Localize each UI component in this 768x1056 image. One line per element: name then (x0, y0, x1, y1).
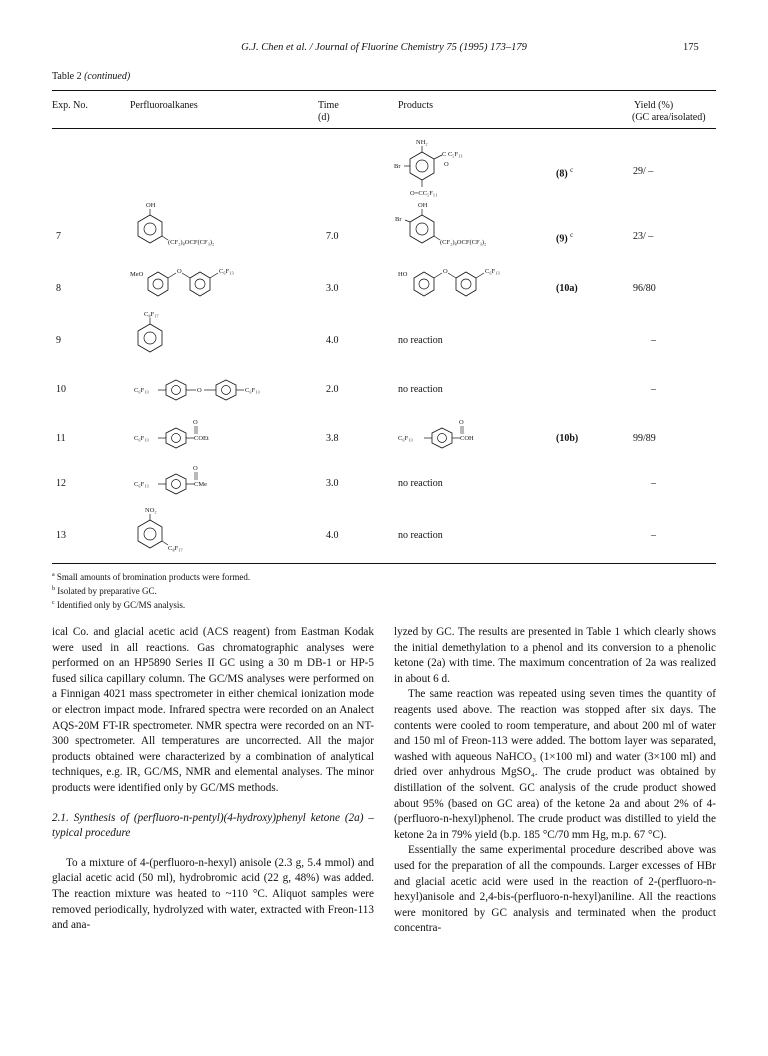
reactant-10-left-label: C₆F₁₃ (134, 387, 149, 394)
row-1-exp-no: 7 (56, 231, 61, 242)
product-8-br-label: Br (394, 163, 401, 170)
row-7-product: no reaction (398, 530, 443, 541)
left-paragraph-2: To a mixture of 4-(perfluoro-n-hexyl) anisole (2.3 g, 5.4 mmol) and glacial acetic acid (50 ml), hydrobromic acid (22 g, 48%) was added. The reaction mixture was heated to ~110 °C. Aliquot samples were removed periodically, hydrolyzed with water, extracted with Freon-113 and ana- (52, 856, 374, 932)
product-10b-coh-label: COH (460, 435, 474, 442)
col-header-time: Time (318, 100, 339, 111)
table-caption-label: Table 2 (52, 71, 82, 82)
product-8-o-label: O (444, 161, 449, 168)
product-10b-o-label: O (459, 419, 464, 426)
row-1-time: 7.0 (326, 231, 339, 242)
product-8-bottom-label: O=CC₅F₁₁ (410, 190, 438, 197)
product-8-nh2-label: NH₂ (416, 139, 428, 146)
row-7-time: 4.0 (326, 530, 339, 541)
product-10b-structure (394, 416, 504, 454)
reactant-8-c6f13-label: C₆F₁₃ (219, 268, 234, 275)
row-5-exp-no: 11 (56, 433, 66, 444)
footnote-b-text: Isolated by preparative GC. (57, 586, 157, 596)
row-5-yield: 99/89 (633, 433, 656, 444)
reactant-7-oh-label: OH (146, 202, 156, 209)
row-6-exp-no: 12 (56, 478, 66, 489)
col-header-time-unit: (d) (318, 112, 330, 123)
left-column (52, 625, 374, 934)
table-caption-continued: (continued) (84, 71, 131, 82)
row-3-time: 4.0 (326, 335, 339, 346)
row-5-label: (10b) (556, 433, 579, 444)
footnote-c-text: Identified only by GC/MS analysis. (56, 600, 186, 610)
row-6-product: no reaction (398, 478, 443, 489)
reactant-8-structure (128, 262, 268, 302)
row-5-compound-label (556, 433, 578, 444)
row-0-compound-label (556, 166, 573, 179)
reactant-13-structure (128, 508, 208, 558)
row-2-yield: 96/80 (633, 283, 656, 294)
reactant-10-right-label: C₆F₁₃ (245, 387, 260, 394)
row-0-yield: 29/ – (633, 166, 654, 177)
right-column (394, 625, 716, 937)
reactant-8-o-label: O (177, 268, 182, 275)
row-4-time: 2.0 (326, 384, 339, 395)
footnote-b-mark: b (52, 586, 55, 592)
product-9-oh-label: OH (418, 202, 428, 209)
row-2-time: 3.0 (326, 283, 339, 294)
row-6-time: 3.0 (326, 478, 339, 489)
reactant-11-structure (128, 416, 238, 454)
table-footnotes (52, 569, 250, 611)
right-paragraph-2: The same reaction was repeated using seven times the quantity of reagents used above. The reaction was stopped after six days. The contents were cooled to room temperature, and about 200 ml of water and 150 ml of Freon-113 were added. The bottom layer was separated, washed with aqueous NaHCO₃ (1×100 ml) and water (3×100 ml) and dried over anhydrous MgSO₄. The crude product was obtained by distillation of the solvent. GC analysis of the crude product showed about 95% (based on GC area) of the ketone 2a and about 2% of 4-(perfluoro-n-hexyl)phenol. The crude product was distilled to yield the ketone 2a in 79% yield (b.p. 185 °C/70 mm Hg, m.p. 67 °C). (394, 688, 716, 841)
row-3-exp-no: 9 (56, 335, 61, 346)
col-header-products: Products (398, 100, 433, 111)
row-7-yield: – (651, 530, 656, 541)
reactant-12-structure (128, 462, 238, 500)
product-10a-ho-label: HO (398, 271, 408, 278)
footnote-b (52, 583, 250, 597)
row-4-yield: – (651, 384, 656, 395)
footnote-a (52, 569, 250, 583)
right-paragraph-3: Essentially the same experimental procedure described above was used for the preparation of all the compounds. Larger excesses of HBr and glacial acetic acid were used in the reaction of 2-(perfluoro-n-hexyl)anisole and 2,4-bis-(perfluoro-n-hexyl)aniline. All the reactions were monitored by GC analysis and terminated when the product concentra- (394, 844, 716, 935)
col-header-yield: Yield (%) (634, 100, 674, 111)
row-1-label-sup: c (570, 231, 574, 239)
product-10a-structure (394, 262, 534, 302)
footnote-c (52, 597, 250, 611)
reactant-9-structure (130, 310, 190, 358)
page-number: 175 (683, 42, 699, 53)
row-0-label: (8) (556, 168, 568, 180)
table-top-rule (52, 90, 716, 91)
reactant-7-sub-label: (CF₂)₈OCF(CF₃)₂ (168, 239, 215, 246)
row-1-compound-label (556, 231, 573, 244)
product-8-structure (392, 140, 502, 200)
footnote-a-mark: a (52, 572, 55, 578)
reactant-11-c6f13-label: C₆F₁₃ (134, 435, 149, 442)
row-1-yield: 23/ – (633, 231, 654, 242)
reactant-12-c6f13-label: C₆F₁₃ (134, 481, 149, 488)
footnote-a-text: Small amounts of bromination products were formed. (56, 572, 251, 582)
row-4-product: no reaction (398, 384, 443, 395)
product-10a-c6f13-label: C₆F₁₃ (485, 268, 500, 275)
table-bottom-rule (52, 563, 716, 564)
reactant-12-o-label: O (193, 465, 198, 472)
table-caption (52, 71, 130, 82)
reactant-11-o-label: O (193, 419, 198, 426)
product-10b-c6f13-label: C₆F₁₃ (398, 435, 413, 442)
row-2-exp-no: 8 (56, 283, 61, 294)
product-9-structure (392, 203, 522, 253)
reactant-7-structure (128, 203, 258, 253)
right-paragraph-1: lyzed by GC. The results are presented in Table 1 which clearly shows the initial demethylation to a phenol and its conversion to a phenolic ketone (2a) with time. The maximum concentration of 2a was realized in about 6 d. (394, 626, 716, 685)
product-9-sub-label: (CF₂)₈OCF(CF₃)₂ (440, 239, 487, 246)
footnote-c-mark: c (52, 600, 55, 606)
reactant-11-coet-label: COEt (194, 435, 209, 442)
row-3-yield: – (651, 335, 656, 346)
left-paragraph-1: ical Co. and glacial acetic acid (ACS reagent) from Eastman Kodak were used in all reactions. Gas chromatographic analyses were performed on an HP5890 Series II GC using a 30 m DB-1 or HP-5 fused silica capillary column. The GC/MS analyses were performed on a Finnigan 4021 mass spectrometer in either chemical ionization mode or electron impact mode. Infrared spectra were recorded on an Analect AQS-20M FT-IR spectrometer. NMR spectra were recorded on an NT-300 spectrometer. All temperatures are uncorrected. All the major products obtained were characterized by a combination of analytical techniques, e.g. IR, GC/MS, NMR and elemental analyses. The minor products were identified only by GC/MS methods. (52, 626, 374, 794)
row-0-label-sup: c (570, 166, 574, 174)
col-header-perfluoroalkanes: Perfluoroalkanes (130, 100, 198, 111)
col-header-exp-no: Exp. No. (52, 100, 88, 111)
reactant-10-structure (128, 376, 288, 404)
row-5-time: 3.8 (326, 433, 339, 444)
table-header-rule (52, 128, 716, 129)
row-6-yield: – (651, 478, 656, 489)
row-7-exp-no: 13 (56, 530, 66, 541)
product-10a-o-label: O (443, 268, 448, 275)
reactant-10-o-label: O (197, 387, 202, 394)
row-1-label: (9) (556, 233, 568, 245)
reactant-8-meo-label: MeO (130, 271, 144, 278)
reactant-13-no2-label: NO₂ (145, 507, 157, 514)
running-header: G.J. Chen et al. / Journal of Fluorine Chemistry 75 (1995) 173–179 (241, 42, 527, 53)
reactant-12-cme-label: CMe (194, 481, 207, 488)
row-3-product: no reaction (398, 335, 443, 346)
reactant-13-c8f17-label: C₈F₁₇ (168, 545, 183, 552)
reactant-9-c8f17-label: C₈F₁₇ (144, 311, 159, 318)
row-4-exp-no: 10 (56, 384, 66, 395)
col-header-yield-sub: (GC area/isolated) (632, 112, 706, 123)
row-2-compound-label (556, 283, 578, 294)
row-2-label: (10a) (556, 283, 578, 294)
section-heading: 2.1. Synthesis of (perfluoro-n-pentyl)(4-hydroxy)phenyl ketone (2a) – typical procedure (52, 811, 374, 840)
product-8-c5f11-label: C C₅F₁₁ (442, 151, 463, 158)
product-9-br-label: Br (395, 216, 402, 223)
